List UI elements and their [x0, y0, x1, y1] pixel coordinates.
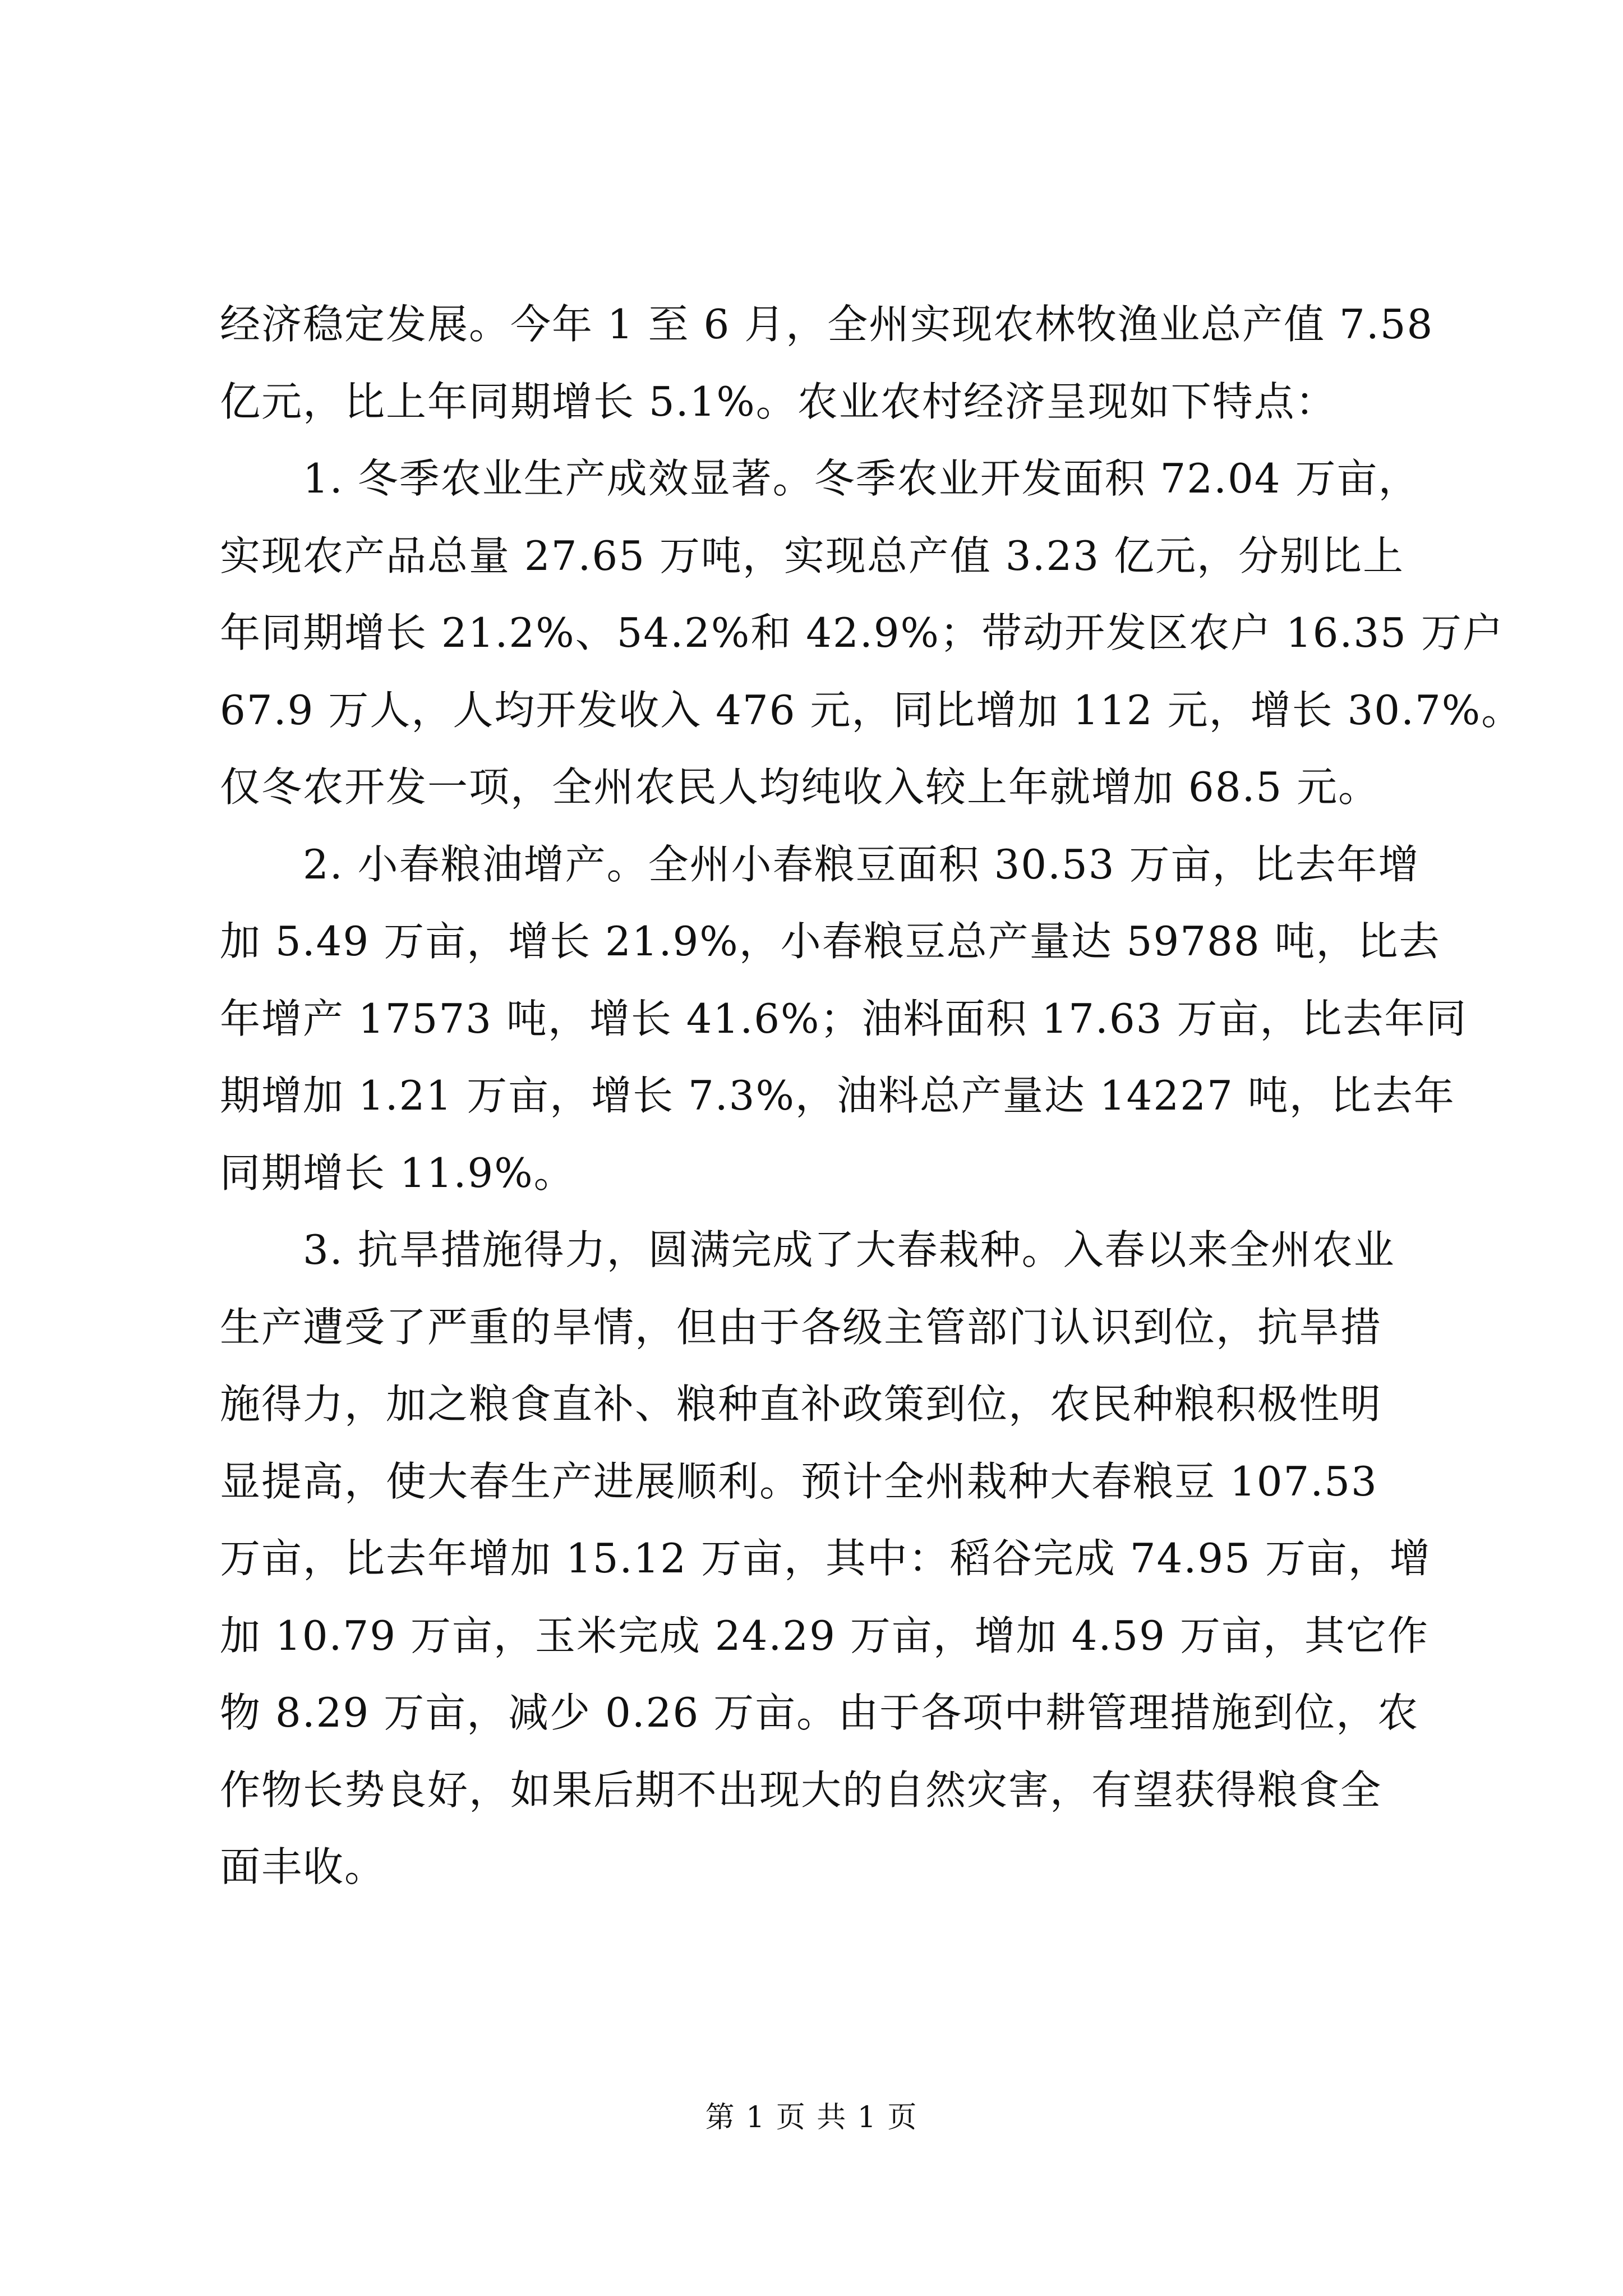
text-line: 同期增长 11.9%。 [220, 1149, 575, 1197]
paragraph-1-heading-line: 1. 冬季农业生产成效显著。冬季农业开发面积 72.04 万亩， [220, 455, 1420, 502]
text-line: 加 5.49 万亩，增长 21.9%，小春粮豆总产量达 59788 吨，比去 [220, 918, 1441, 965]
text-line: 实现农产品总量 27.65 万吨，实现总产值 3.23 亿元，分别比上 [220, 532, 1404, 579]
text-line: 生产遭受了严重的旱情，但由于各级主管部门认识到位，抗旱措 [220, 1303, 1382, 1351]
text-line: 年同期增长 21.2%、54.2%和 42.9%；带动开发区农户 16.35 万户 [220, 609, 1504, 656]
text-line: 作物长势良好，如果后期不出现大的自然灾害，有望获得粮食全 [220, 1766, 1382, 1814]
page-footer: 第 1 页 共 1 页 [705, 2101, 918, 2134]
document-body [220, 286, 1523, 1906]
text-line: 面丰收。 [220, 1843, 386, 1890]
paragraph-2-heading-line: 2. 小春粮油增产。全州小春粮豆面积 30.53 万亩，比去年增 [220, 840, 1420, 888]
text-line: 经济稳定发展。今年 1 至 6 月，全州实现农林牧渔业总产值 7.58 [220, 301, 1434, 348]
text-line: 67.9 万人，人均开发收入 476 元，同比增加 112 元，增长 30.7%。 [220, 686, 1523, 734]
text-line: 施得力，加之粮食直补、粮种直补政策到位，农民种粮积极性明 [220, 1381, 1382, 1428]
text-line: 仅冬农开发一项，全州农民人均纯收入较上年就增加 68.5 元。 [220, 763, 1380, 811]
paragraph-3-heading-line: 3. 抗旱措施得力，圆满完成了大春栽种。入春以来全州农业 [220, 1226, 1395, 1273]
text-line: 显提高，使大春生产进展顺利。预计全州栽种大春粮豆 107.53 [220, 1457, 1378, 1505]
text-line: 物 8.29 万亩，减少 0.26 万亩。由于各项中耕管理措施到位，农 [220, 1689, 1419, 1736]
text-line: 期增加 1.21 万亩，增长 7.3%，油料总产量达 14227 吨，比去年 [220, 1072, 1455, 1119]
text-line: 万亩，比去年增加 15.12 万亩，其中：稻谷完成 74.95 万亩，增 [220, 1535, 1431, 1582]
text-line: 加 10.79 万亩，玉米完成 24.29 万亩，增加 4.59 万亩，其它作 [220, 1612, 1429, 1659]
text-line: 亿元，比上年同期增长 5.1%。农业农村经济呈现如下特点： [220, 378, 1337, 425]
text-line: 年增产 17573 吨，增长 41.6%；油料面积 17.63 万亩，比去年同 [220, 995, 1468, 1042]
